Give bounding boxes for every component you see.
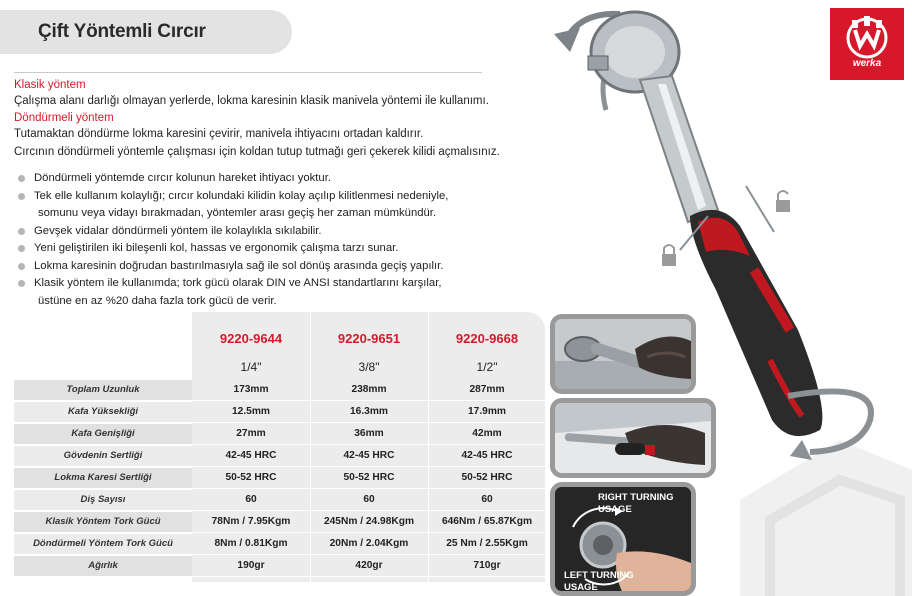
spec-value: 60 (245, 494, 257, 505)
spec-value: 78Nm / 7.95Kgm (211, 516, 291, 527)
row-divider (14, 466, 545, 467)
feature-item (18, 188, 488, 223)
spec-value: 27mm (236, 428, 266, 439)
spec-value: 60 (481, 494, 493, 505)
spec-value: 20Nm / 2.04Kgm (329, 538, 409, 549)
section-text-rotary-2: Cırcının döndürmeli yöntemle çalışması için koldan tutup tutmağı geri çekerek kilidi açmalısınız. (14, 146, 500, 158)
spec-row-label: Diş Sayısı (80, 494, 126, 505)
spec-value: 17.9mm (468, 406, 506, 417)
model-header: 9220-9644 (219, 331, 283, 346)
section-heading-rotary: Döndürmeli yöntem (14, 112, 114, 124)
unlock-icon (776, 191, 790, 212)
feature-item (18, 170, 488, 188)
feature-text: Klasik yöntem ile kullanımda; tork gücü olarak DIN ve ANSI standartlarını karşılar, (34, 277, 442, 289)
title-divider (14, 72, 482, 73)
usage-right-line2: USAGE (598, 504, 632, 515)
spec-row-label: Lokma Karesi Sertliği (54, 472, 152, 483)
feature-list (18, 170, 488, 310)
section-text-classic: Çalışma alanı darlığı olmayan yerlerde, lokma karesinin klasik manivela yöntemi ile kullanımı. (14, 95, 489, 107)
spec-value: 60 (363, 494, 375, 505)
bullet-icon (18, 263, 25, 270)
brand-logo (830, 8, 904, 80)
spec-value: 42mm (472, 428, 502, 439)
feature-text-continued: somunu veya vidayı bırakmadan, yöntemler arası geçiş her zaman mümkündür. (38, 207, 437, 219)
spec-value: 16.3mm (350, 406, 388, 417)
spec-row-label: Kafa Genişliği (71, 428, 135, 439)
bullet-icon (18, 228, 25, 235)
feature-text-continued: üstüne en az %20 daha fazla tork gücü de verir. (38, 294, 277, 307)
spec-value: 8Nm / 0.81Kgm (214, 538, 288, 549)
row-divider (14, 510, 545, 511)
bullet-icon (18, 175, 25, 182)
feature-item (18, 258, 488, 276)
spec-row-label: Klasik Yöntem Tork Gücü (45, 516, 161, 527)
lock-icon (662, 245, 676, 266)
size-header: 3/8" (358, 360, 380, 374)
spec-value: 42-45 HRC (343, 450, 395, 461)
feature-text: Tek elle kullanım kolaylığı; cırcır kolundaki kilidin kolay açılıp kilitlenmesi nedeniyle, (34, 189, 449, 202)
feature-text: Gevşek vidalar döndürmeli yöntem ile kolaylıkla sıkılabilir. (34, 224, 322, 237)
page-title: Çift Yöntemli Cırcır (38, 21, 206, 42)
brand-name: werka (852, 58, 882, 69)
spec-value: 25 Nm / 2.55Kgm (446, 538, 528, 549)
row-divider (14, 422, 545, 423)
bullet-icon (18, 280, 25, 287)
spec-row-label: Gövdenin Sertliği (63, 450, 143, 461)
row-divider (14, 400, 545, 401)
size-header: 1/4" (240, 360, 262, 374)
size-header: 1/2" (476, 360, 498, 374)
spec-value: 50-52 HRC (225, 472, 277, 483)
spec-row-label: Döndürmeli Yöntem Tork Gücü (33, 538, 173, 549)
spec-value: 42-45 HRC (461, 450, 513, 461)
row-divider (14, 444, 545, 445)
row-divider (14, 532, 545, 533)
section-heading-classic: Klasik yöntem (14, 79, 86, 91)
spec-value: 173mm (233, 384, 269, 395)
feature-text: Döndürmeli yöntemde cırcır kolunun hareket ihtiyacı yoktur. (34, 172, 331, 184)
spec-value: 245Nm / 24.98Kgm (323, 516, 415, 527)
spec-value: 190gr (237, 560, 265, 571)
ratchet-illustration (540, 0, 912, 596)
werka-logo-icon (830, 8, 904, 60)
spec-value: 12.5mm (232, 406, 270, 417)
spec-value: 646Nm / 65.87Kgm (441, 516, 533, 527)
spec-value: 42-45 HRC (225, 450, 277, 461)
model-header: 9220-9668 (455, 331, 519, 346)
spec-value: 420gr (355, 560, 383, 571)
spec-row-label: Kafa Yüksekliği (67, 406, 139, 417)
spec-row-label: Toplam Uzunluk (66, 384, 140, 395)
spec-value: 238mm (351, 384, 387, 395)
row-divider (14, 576, 545, 577)
row-divider (14, 488, 545, 489)
spec-value: 710gr (473, 560, 501, 571)
model-header: 9220-9651 (337, 331, 401, 346)
spec-value: 50-52 HRC (343, 472, 395, 483)
usage-left-line1: LEFT TURNING (564, 570, 634, 581)
usage-right-line1: RIGHT TURNING (598, 492, 674, 503)
row-divider (14, 554, 545, 555)
section-text-rotary-1: Tutamaktan döndürme lokma karesini çevirir, manivela ihtiyacını ortadan kaldırır. (14, 128, 424, 140)
feature-item (18, 223, 488, 241)
bullet-icon (18, 245, 25, 252)
usage-left-line2: USAGE (564, 582, 598, 593)
bullet-icon (18, 193, 25, 200)
spec-value: 50-52 HRC (461, 472, 513, 483)
feature-item (18, 240, 488, 258)
spec-row-label: Ağırlık (88, 560, 118, 571)
feature-item (18, 275, 488, 310)
spec-value: 287mm (469, 384, 505, 395)
feature-text: Yeni geliştirilen iki bileşenli kol, hassas ve ergonomik çalışma tarzı sunar. (34, 242, 399, 254)
feature-text: Lokma karesinin doğrudan bastırılmasıyla sağ ile sol dönüş arasında geçiş yapılır. (34, 259, 444, 272)
spec-value: 36mm (354, 428, 384, 439)
